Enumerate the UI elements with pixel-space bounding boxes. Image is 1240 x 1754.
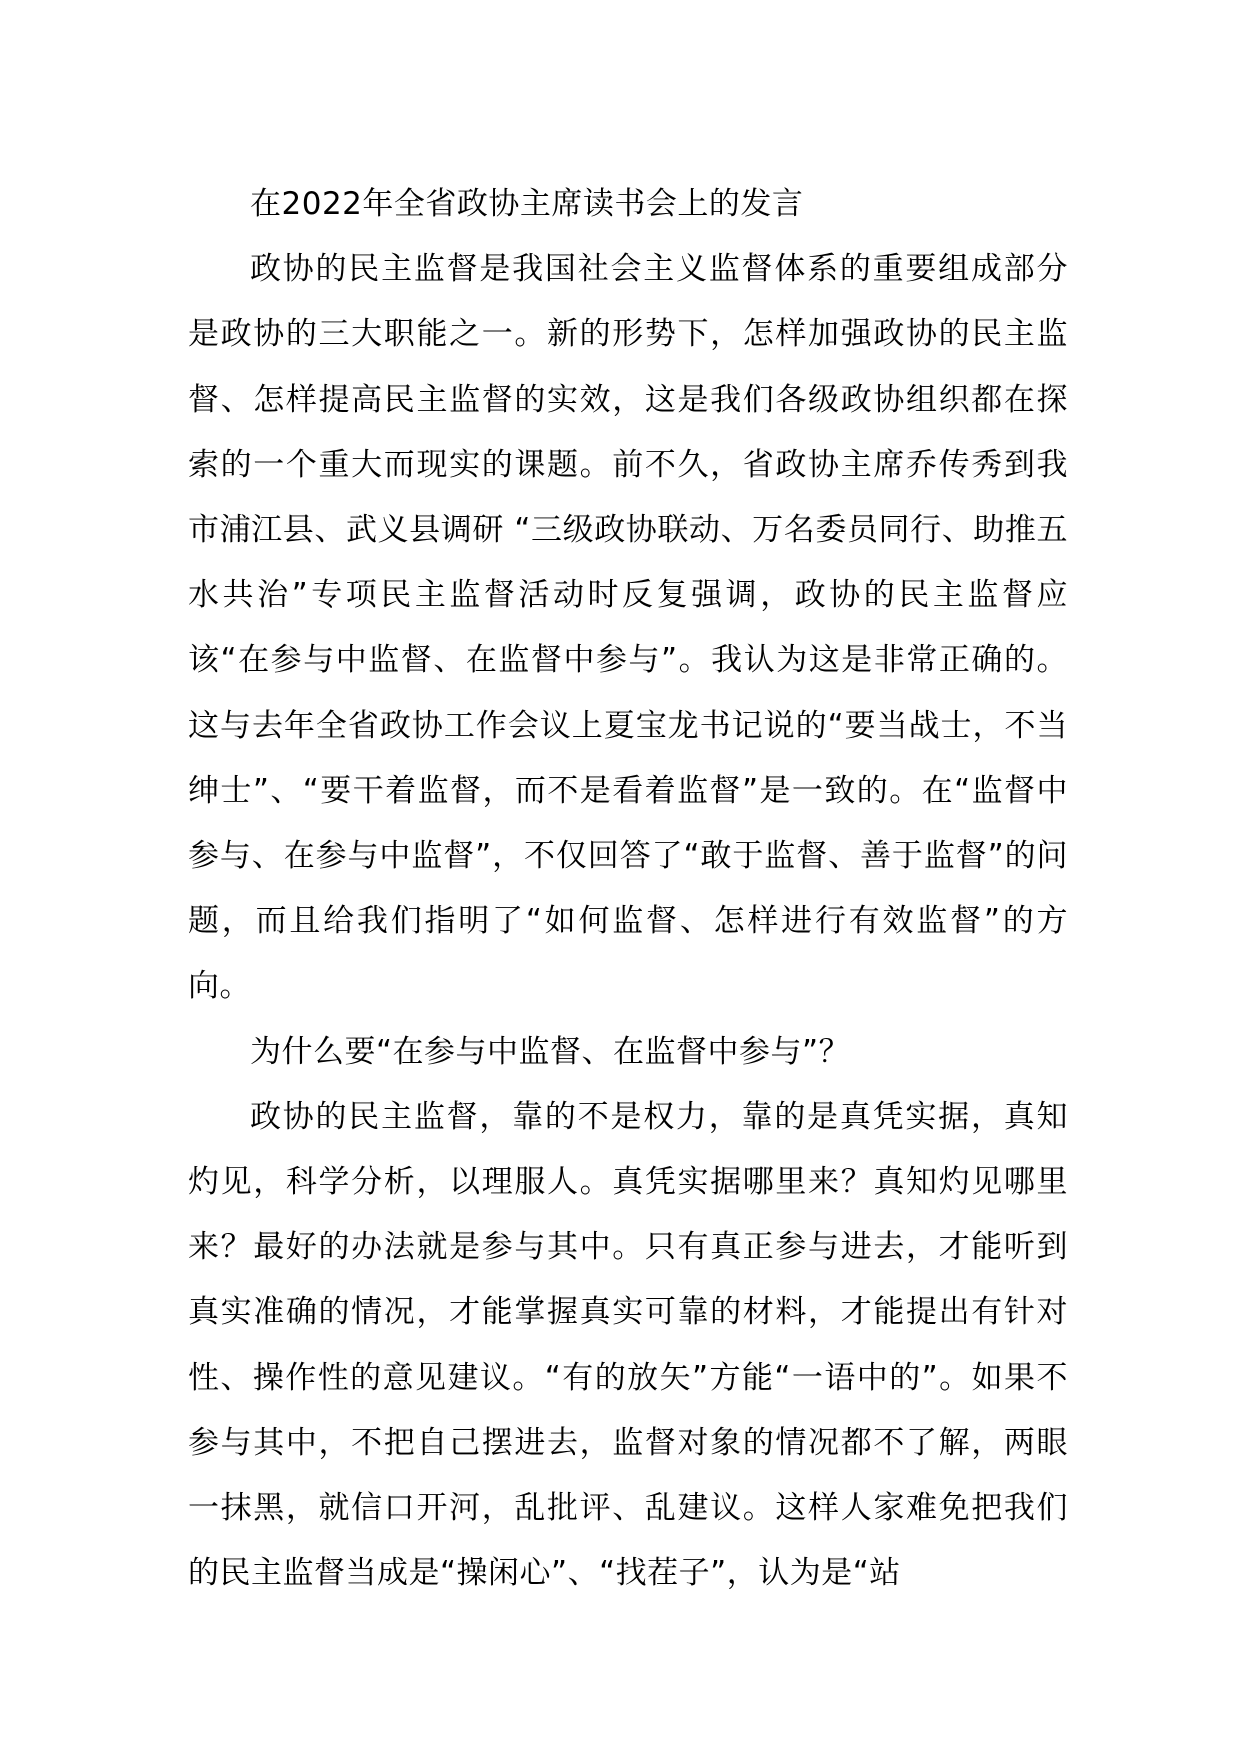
paragraph-intro: 政协的民主监督是我国社会主义监督体系的重要组成部分是政协的三大职能之一。新的形势下，怎样加强政协的民主监督、怎样提高民主监督的实效，这是我们各级政协组织都在探索的一个重大而现实的课题。前不久，省政协主席乔传秀到我市浦江县、武义县调研 “三级政协联动、万名委员同行、助推五水共治”专项民主监督活动时反复强调，政协的民主监督应该“在参与中监督、在监督中参与”。我认为这是非常正确的。这与去年全省政协工作会议上夏宝龙书记说的“要当战士，不当绅士”、“要干着监督，而不是看着监督”是一致的。在“监督中参与、在参与中监督”，不仅回答了“敢于监督、善于监督”的问题，而且给我们指明了“如何监督、怎样进行有效监督”的方向。 — [188, 251, 1068, 1005]
document-title: 在2022年全省政协主席读书会上的发言 — [250, 186, 804, 222]
document-body — [188, 172, 1068, 1606]
paragraph-answer: 政协的民主监督，靠的不是权力，靠的是真凭实据，真知灼见，科学分析，以理服人。真凭实据哪里来？真知灼见哪里来？最好的办法就是参与其中。只有真正参与进去，才能听到真实准确的情况，才能掌握真实可靠的材料，才能提出有针对性、操作性的意见建议。“有的放矢”方能“一语中的”。如果不参与其中，不把自己摆进去，监督对象的情况都不了解，两眼一抹黑，就信口开河，乱批评、乱建议。这样人家难免把我们的民主监督当成是“操闲心”、“找茬子”，认为是“站 — [188, 1098, 1068, 1592]
paragraph-question: 为什么要“在参与中监督、在监督中参与”？ — [250, 1033, 851, 1070]
